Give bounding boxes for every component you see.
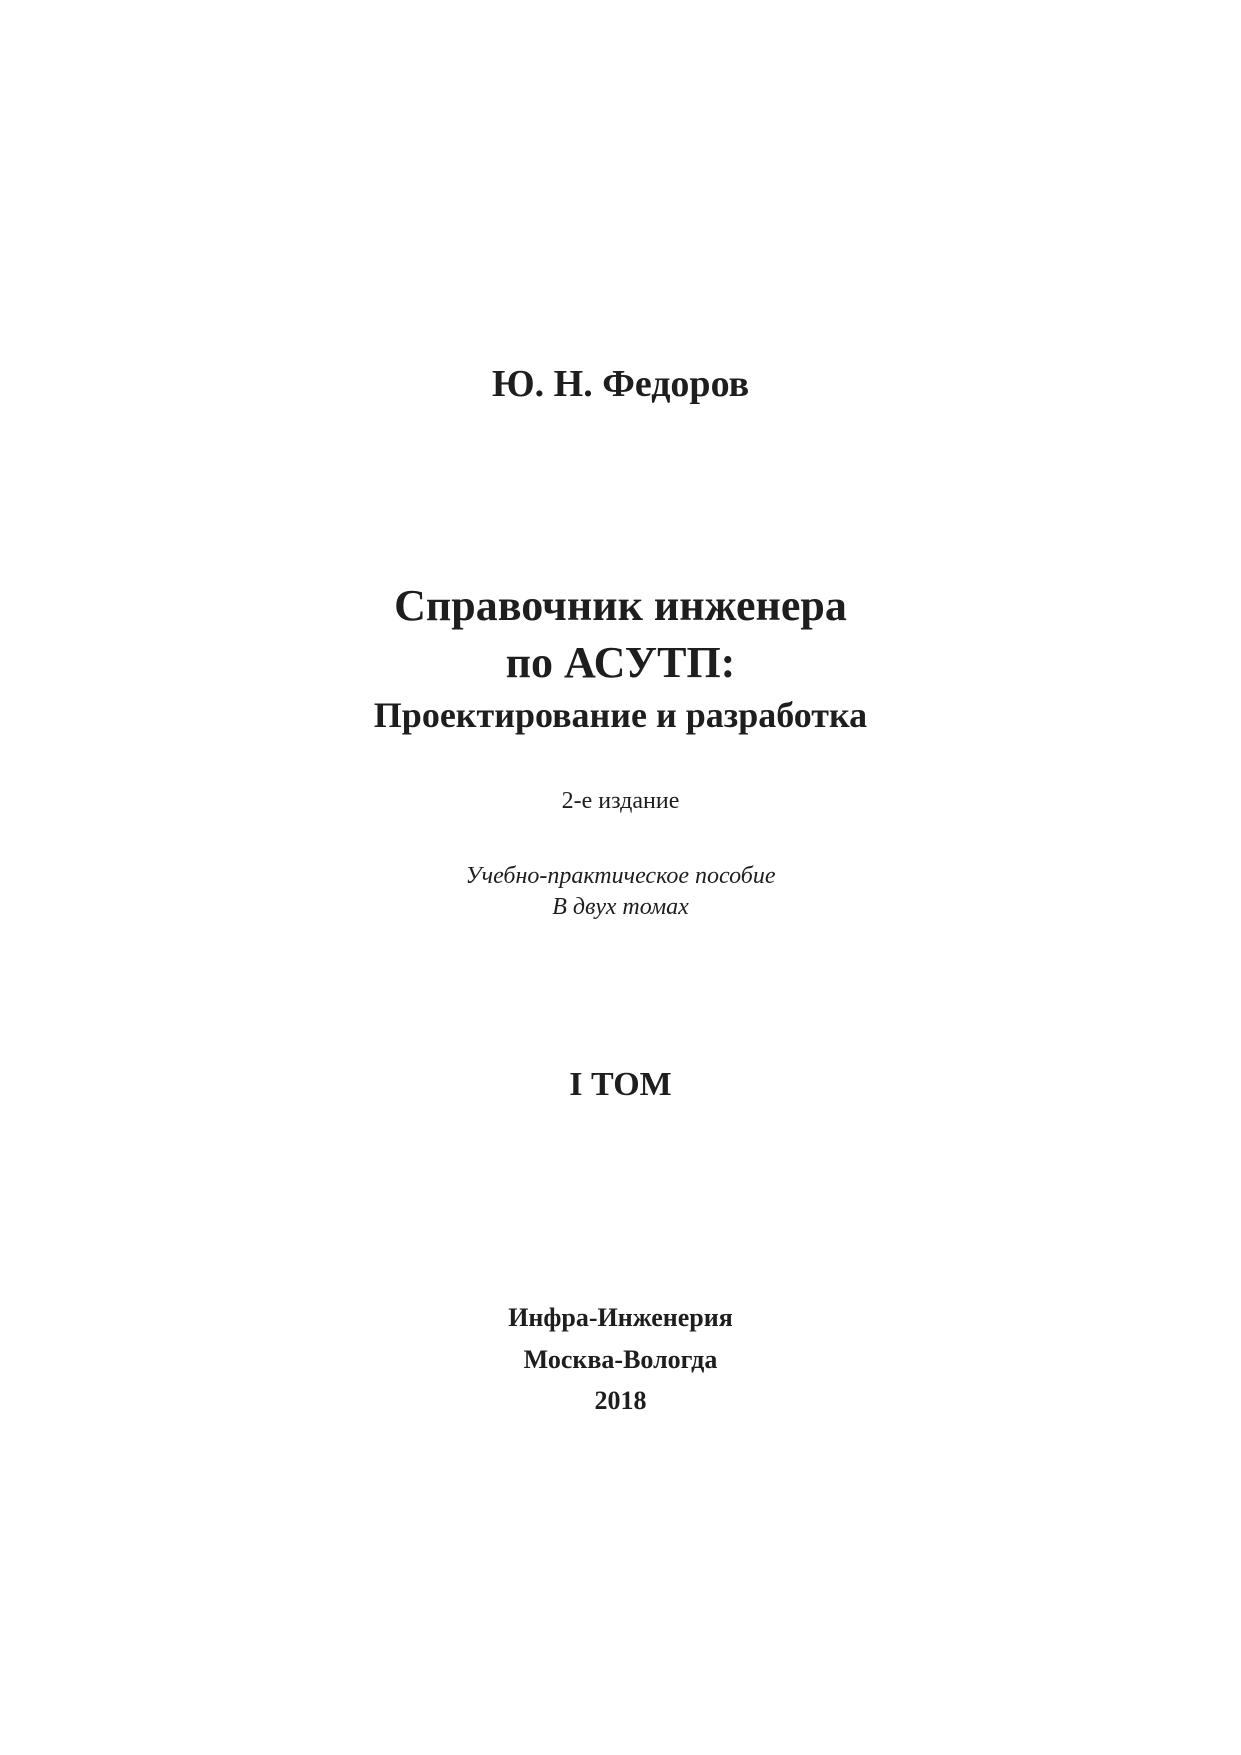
author-name: Ю. Н. Федоров bbox=[491, 363, 750, 405]
book-subtitle: Проектирование и разработка bbox=[373, 695, 868, 735]
publication-year: 2018 bbox=[594, 1386, 647, 1415]
publication-city: Москва-Вологда bbox=[523, 1345, 718, 1374]
publisher-name: Инфра-Инженерия bbox=[508, 1303, 733, 1332]
book-title-line-2: по АСУТП: bbox=[505, 638, 736, 687]
volume-number: I ТОМ bbox=[569, 1066, 672, 1103]
edition-label: 2-е издание bbox=[561, 788, 680, 814]
publication-type: Учебно-практическое пособие bbox=[465, 863, 776, 889]
book-title-line-1: Справочник инженера bbox=[394, 581, 847, 630]
volumes-count: В двух томах bbox=[552, 894, 689, 920]
